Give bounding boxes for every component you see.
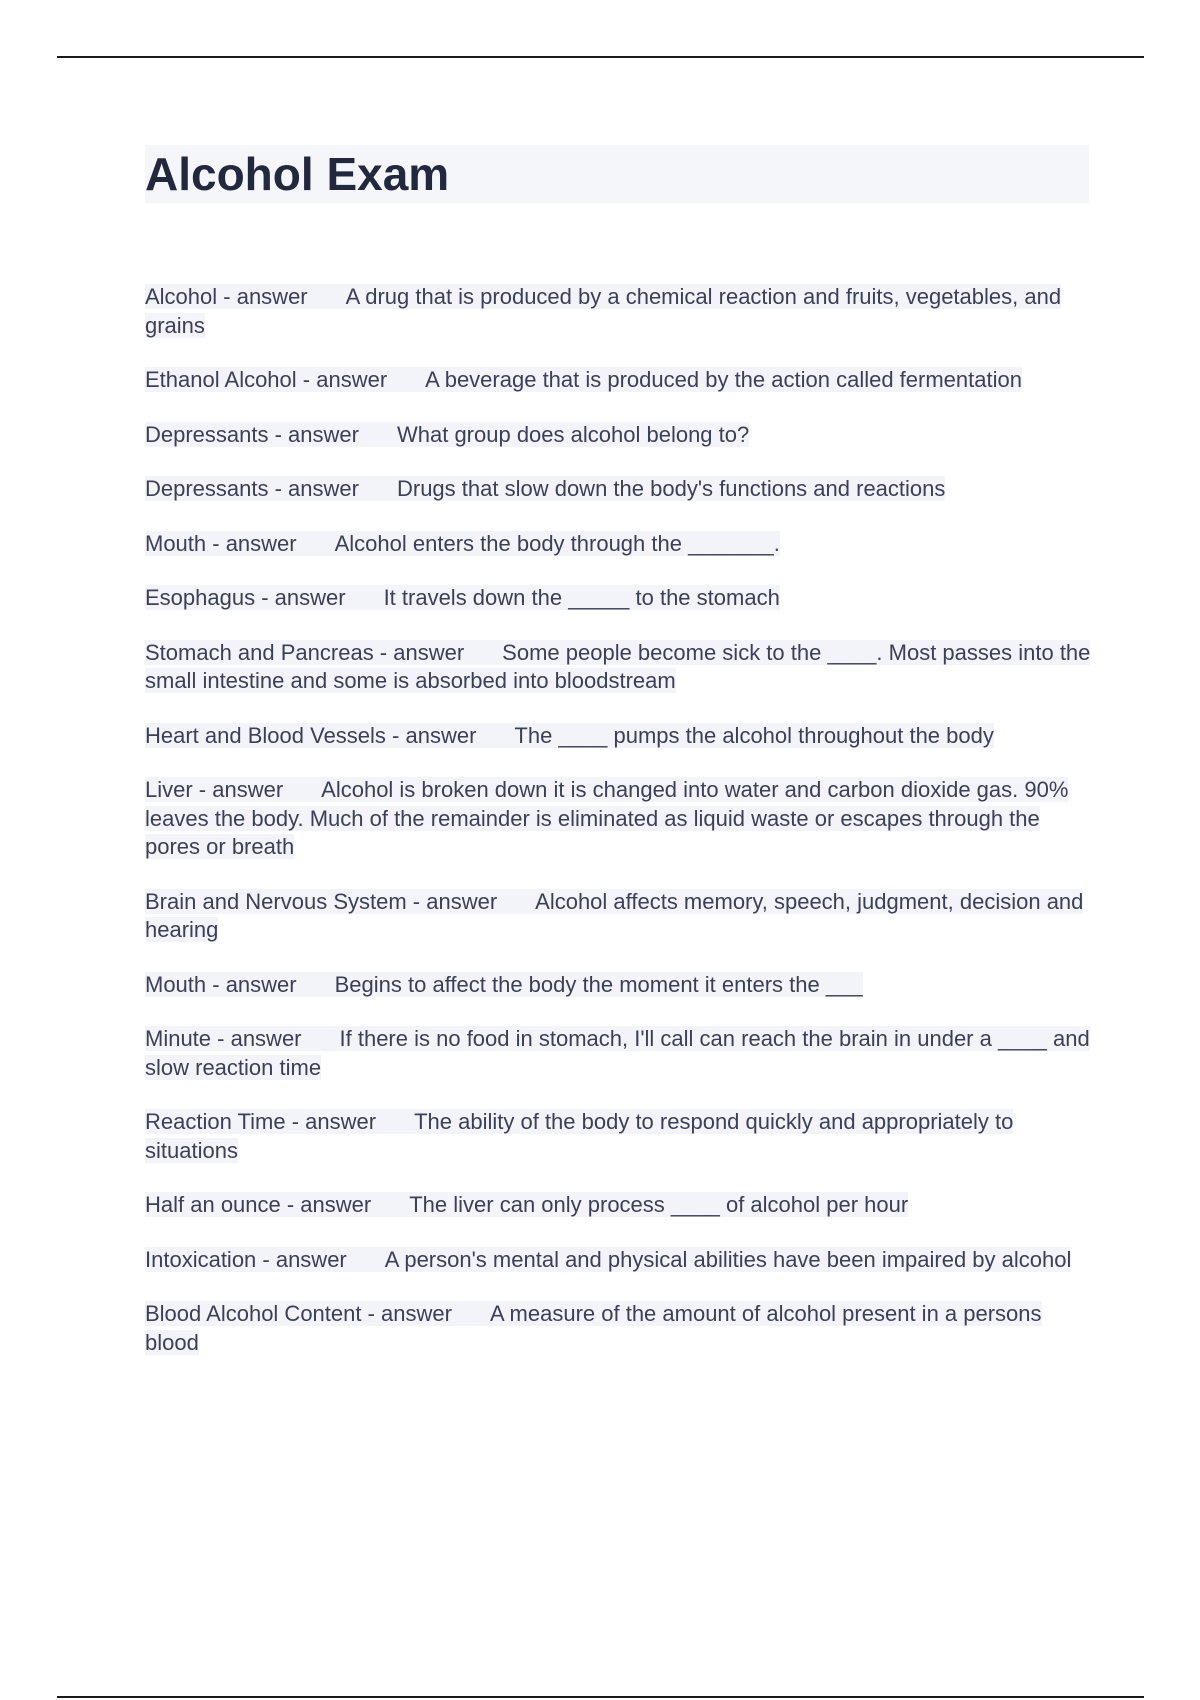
qa-term: Reaction Time - answer <box>145 1109 377 1134</box>
qa-term: Mouth - answer <box>145 971 297 997</box>
qa-item <box>145 776 1095 862</box>
qa-definition: The liver can only process ____ of alcohol per hour <box>409 1192 909 1217</box>
qa-item <box>145 888 1095 945</box>
qa-item <box>145 1191 1095 1220</box>
page-title: Alcohol Exam <box>145 148 450 200</box>
top-divider <box>57 56 1144 58</box>
qa-term: Intoxication - answer <box>145 1246 347 1272</box>
qa-item <box>145 475 1095 504</box>
qa-definition: If there is no food in stomach, I'll call can reach the brain in under a ____ and slow reaction time <box>145 1026 1090 1080</box>
qa-definition: The ability of the body to respond quickly and appropriately to situations <box>145 1109 1014 1163</box>
qa-item <box>145 971 1095 1000</box>
qa-term: Ethanol Alcohol - answer <box>145 367 388 392</box>
qa-definition: A beverage that is produced by the action called fermentation <box>425 367 1022 392</box>
qa-term: Alcohol - answer <box>145 284 308 309</box>
bottom-divider <box>57 1696 1144 1698</box>
qa-term: Esophagus - answer <box>145 585 346 610</box>
qa-definition: Begins to affect the body the moment it enters the ___ <box>334 971 863 997</box>
qa-definition: Drugs that slow down the body's functions and reactions <box>396 476 946 501</box>
qa-definition: Some people become sick to the ____. Most passes into the small intestine and some is absorbed into bloodstream <box>145 639 1091 693</box>
qa-item <box>145 421 1095 450</box>
qa-definition: A person's mental and physical abilities have been impaired by alcohol <box>384 1246 1072 1272</box>
qa-term: Heart and Blood Vessels - answer <box>145 722 477 748</box>
qa-item <box>145 283 1095 340</box>
qa-definition: What group does alcohol belong to? <box>396 421 750 447</box>
qa-item <box>145 722 1095 751</box>
qa-item <box>145 1300 1095 1357</box>
qa-definition: A drug that is produced by a chemical reaction and fruits, vegetables, and grains <box>145 284 1062 338</box>
qa-item <box>145 584 1095 613</box>
qa-definition: A measure of the amount of alcohol present in a persons blood <box>145 1301 1042 1355</box>
qa-term: Half an ounce - answer <box>145 1192 372 1217</box>
qa-term: Blood Alcohol Content - answer <box>145 1301 452 1326</box>
qa-item <box>145 530 1095 559</box>
qa-item <box>145 366 1095 395</box>
qa-term: Brain and Nervous System - answer <box>145 888 498 914</box>
qa-term: Depressants - answer <box>145 421 359 447</box>
qa-item <box>145 1108 1095 1165</box>
qa-term: Minute - answer <box>145 1026 302 1051</box>
qa-definition: Alcohol is broken down it is changed into water and carbon dioxide gas. 90% leaves the body. Much of the remainder is eliminated as liquid waste or escapes through the pores or breath <box>145 777 1069 859</box>
qa-term: Stomach and Pancreas - answer <box>145 639 465 665</box>
qa-term: Mouth - answer <box>145 530 297 556</box>
qa-item <box>145 1246 1095 1275</box>
qa-term: Depressants - answer <box>145 476 359 501</box>
qa-item <box>145 639 1095 696</box>
qa-term: Liver - answer <box>145 777 284 802</box>
qa-list <box>145 283 1095 1383</box>
qa-item <box>145 1025 1095 1082</box>
qa-definition: Alcohol affects memory, speech, judgment, decision and hearing <box>145 888 1084 942</box>
qa-definition: The ____ pumps the alcohol throughout the body <box>514 722 994 748</box>
qa-definition: Alcohol enters the body through the _______. <box>334 530 780 556</box>
qa-definition: It travels down the _____ to the stomach <box>383 585 780 610</box>
